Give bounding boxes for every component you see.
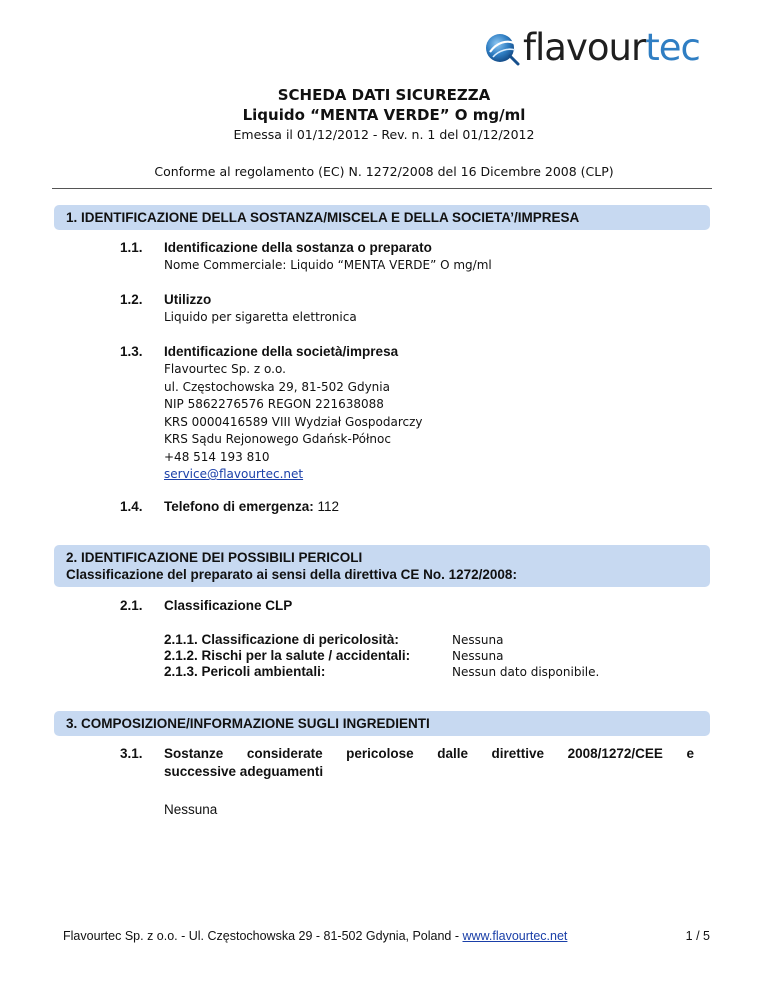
document-title: SCHEDA DATI SICUREZZA	[277, 86, 491, 104]
company-logo	[483, 26, 700, 70]
section-2-heading-line2: Classificazione del preparato ai sensi della direttiva CE No. 1272/2008:	[66, 567, 517, 582]
section-2-heading	[54, 545, 710, 587]
section-1-2-text: Liquido per sigaretta elettronica	[164, 310, 357, 324]
regulation-line: Conforme al regolamento (EC) N. 1272/2008 del 16 Dicembre 2008 (CLP)	[154, 164, 614, 179]
classification-value: Nessuna	[452, 633, 504, 647]
section-3-heading: 3. COMPOSIZIONE/INFORMAZIONE SUGLI INGREDIENTI	[54, 711, 710, 736]
address-line: ul. Częstochowska 29, 81-502 Gdynia	[164, 379, 390, 394]
classification-row	[164, 632, 504, 647]
issue-info: Emessa il 01/12/2012 - Rev. n. 1 del 01/12/2012	[233, 127, 535, 142]
section-1-4-title	[164, 499, 339, 514]
page-number: 1 / 5	[685, 929, 710, 943]
section-2-1-title: Classificazione CLP	[164, 598, 293, 613]
classification-row	[164, 648, 504, 663]
section-2-heading-line1: 2. IDENTIFICAZIONE DEI POSSIBILI PERICOLI	[66, 550, 363, 565]
classification-label: 2.1.1. Classificazione di pericolosità:	[164, 632, 399, 647]
section-1-3-number: 1.3.	[120, 344, 143, 359]
website-link[interactable]: www.flavourtec.net	[462, 929, 568, 943]
section-1-heading: 1. IDENTIFICAZIONE DELLA SOSTANZA/MISCELA E DELLA SOCIETA’/IMPRESA	[54, 205, 710, 230]
emergency-label: Telefono di emergenza:	[164, 499, 314, 514]
address-line: NIP 5862276576 REGON 221638088	[164, 397, 384, 411]
section-1-3-title: Identificazione della società/impresa	[164, 344, 399, 359]
emergency-number: 112	[317, 499, 340, 514]
address-line: KRS Sądu Rejonowego Gdańsk-Północ	[164, 432, 391, 446]
classification-label: 2.1.3. Pericoli ambientali:	[164, 664, 326, 679]
classification-value: Nessun dato disponibile.	[452, 665, 600, 679]
section-1-2-number: 1.2.	[120, 292, 143, 307]
classification-label: 2.1.2. Rischi per la salute / accidentali:	[164, 648, 411, 663]
footer-address-text: Flavourtec Sp. z o.o. - Ul. Częstochowska 29 - 81-502 Gdynia, Poland -	[63, 929, 463, 943]
section-1-2-title: Utilizzo	[164, 292, 212, 307]
classification-row	[164, 664, 600, 679]
section-1-1-text: Nome Commerciale: Liquido “MENTA VERDE” O mg/ml	[164, 258, 492, 272]
section-3-1-title-line2: successive adeguamenti	[164, 764, 324, 779]
email-link[interactable]: service@flavourtec.net	[164, 467, 304, 481]
section-1-1-title: Identificazione della sostanza o preparato	[164, 240, 432, 255]
section-2-1-number: 2.1.	[120, 598, 143, 613]
footer-address	[63, 929, 567, 943]
product-name: Liquido “MENTA VERDE” O mg/ml	[242, 106, 526, 124]
section-3-1-title-line1: Sostanze considerate pericolose dalle direttive 2008/1272/CEE e	[164, 746, 694, 761]
classification-value: Nessuna	[452, 649, 504, 663]
logo-text-flavour: flavour	[523, 26, 646, 69]
globe-logo-icon	[483, 26, 523, 70]
section-1-4-number: 1.4.	[120, 499, 143, 514]
section-1-1-number: 1.1.	[120, 240, 143, 255]
logo-text-tec: tec	[645, 26, 700, 69]
section-3-1-text: Nessuna	[164, 802, 218, 817]
company-address-block	[164, 361, 423, 484]
phone-number: +48 514 193 810	[164, 449, 270, 464]
address-line: Flavourtec Sp. z o.o.	[164, 362, 286, 376]
header-divider	[52, 188, 712, 189]
address-line: KRS 0000416589 VIII Wydział Gospodarczy	[164, 414, 423, 429]
section-3-1-number: 3.1.	[120, 746, 143, 761]
